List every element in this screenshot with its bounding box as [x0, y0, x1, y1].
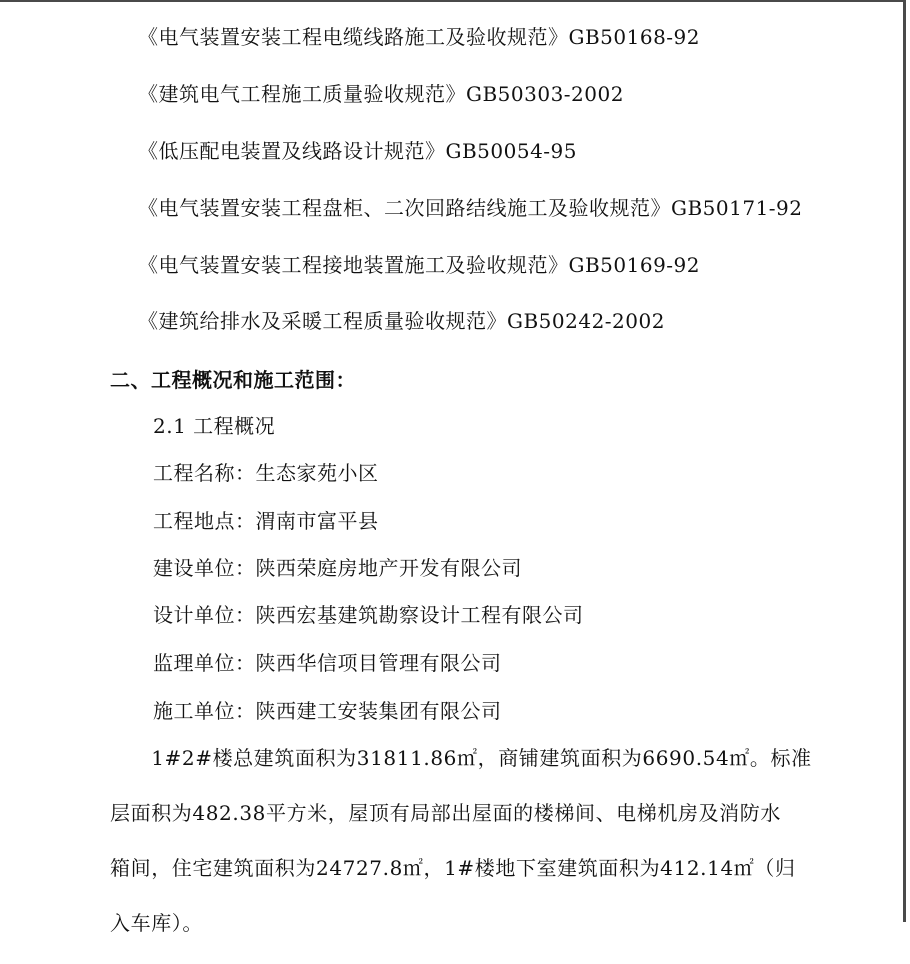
standard-item: 《低压配电装置及线路设计规范》GB50054-95 — [138, 139, 578, 163]
paragraph-line: 箱间，住宅建筑面积为24727.8㎡，1#楼地下室建筑面积为412.14㎡（归 — [110, 856, 796, 880]
construction-unit: 建设单位：陕西荣庭房地产开发有限公司 — [153, 556, 522, 580]
project-location: 工程地点：渭南市富平县 — [153, 509, 379, 533]
section-heading: 二、工程概况和施工范围： — [110, 368, 356, 392]
supervision-unit: 监理单位：陕西华信项目管理有限公司 — [153, 651, 502, 675]
design-unit: 设计单位：陕西宏基建筑勘察设计工程有限公司 — [153, 603, 584, 627]
standard-item: 《电气装置安装工程盘柜、二次回路结线施工及验收规范》GB50171-92 — [138, 196, 803, 220]
standard-item: 《电气装置安装工程电缆线路施工及验收规范》GB50168-92 — [138, 25, 701, 49]
standard-item: 《建筑给排水及采暖工程质量验收规范》GB50242-2002 — [138, 309, 665, 333]
subsection-heading: 2.1 工程概况 — [153, 414, 276, 438]
area-paragraph — [110, 744, 812, 964]
paragraph-line: 1#2#楼总建筑面积为31811.86㎡，商铺建筑面积为6690.54㎡。标准 — [110, 746, 812, 770]
paragraph-line: 入车库）。 — [110, 911, 203, 935]
project-name: 工程名称：生态家苑小区 — [153, 461, 379, 485]
standard-item: 《电气装置安装工程接地装置施工及验收规范》GB50169-92 — [138, 253, 701, 277]
contractor-unit: 施工单位：陕西建工安装集团有限公司 — [153, 699, 502, 723]
standard-item: 《建筑电气工程施工质量验收规范》GB50303-2002 — [138, 82, 624, 106]
paragraph-line: 层面积为482.38平方米，屋顶有局部出屋面的楼梯间、电梯机房及消防水 — [110, 801, 781, 825]
